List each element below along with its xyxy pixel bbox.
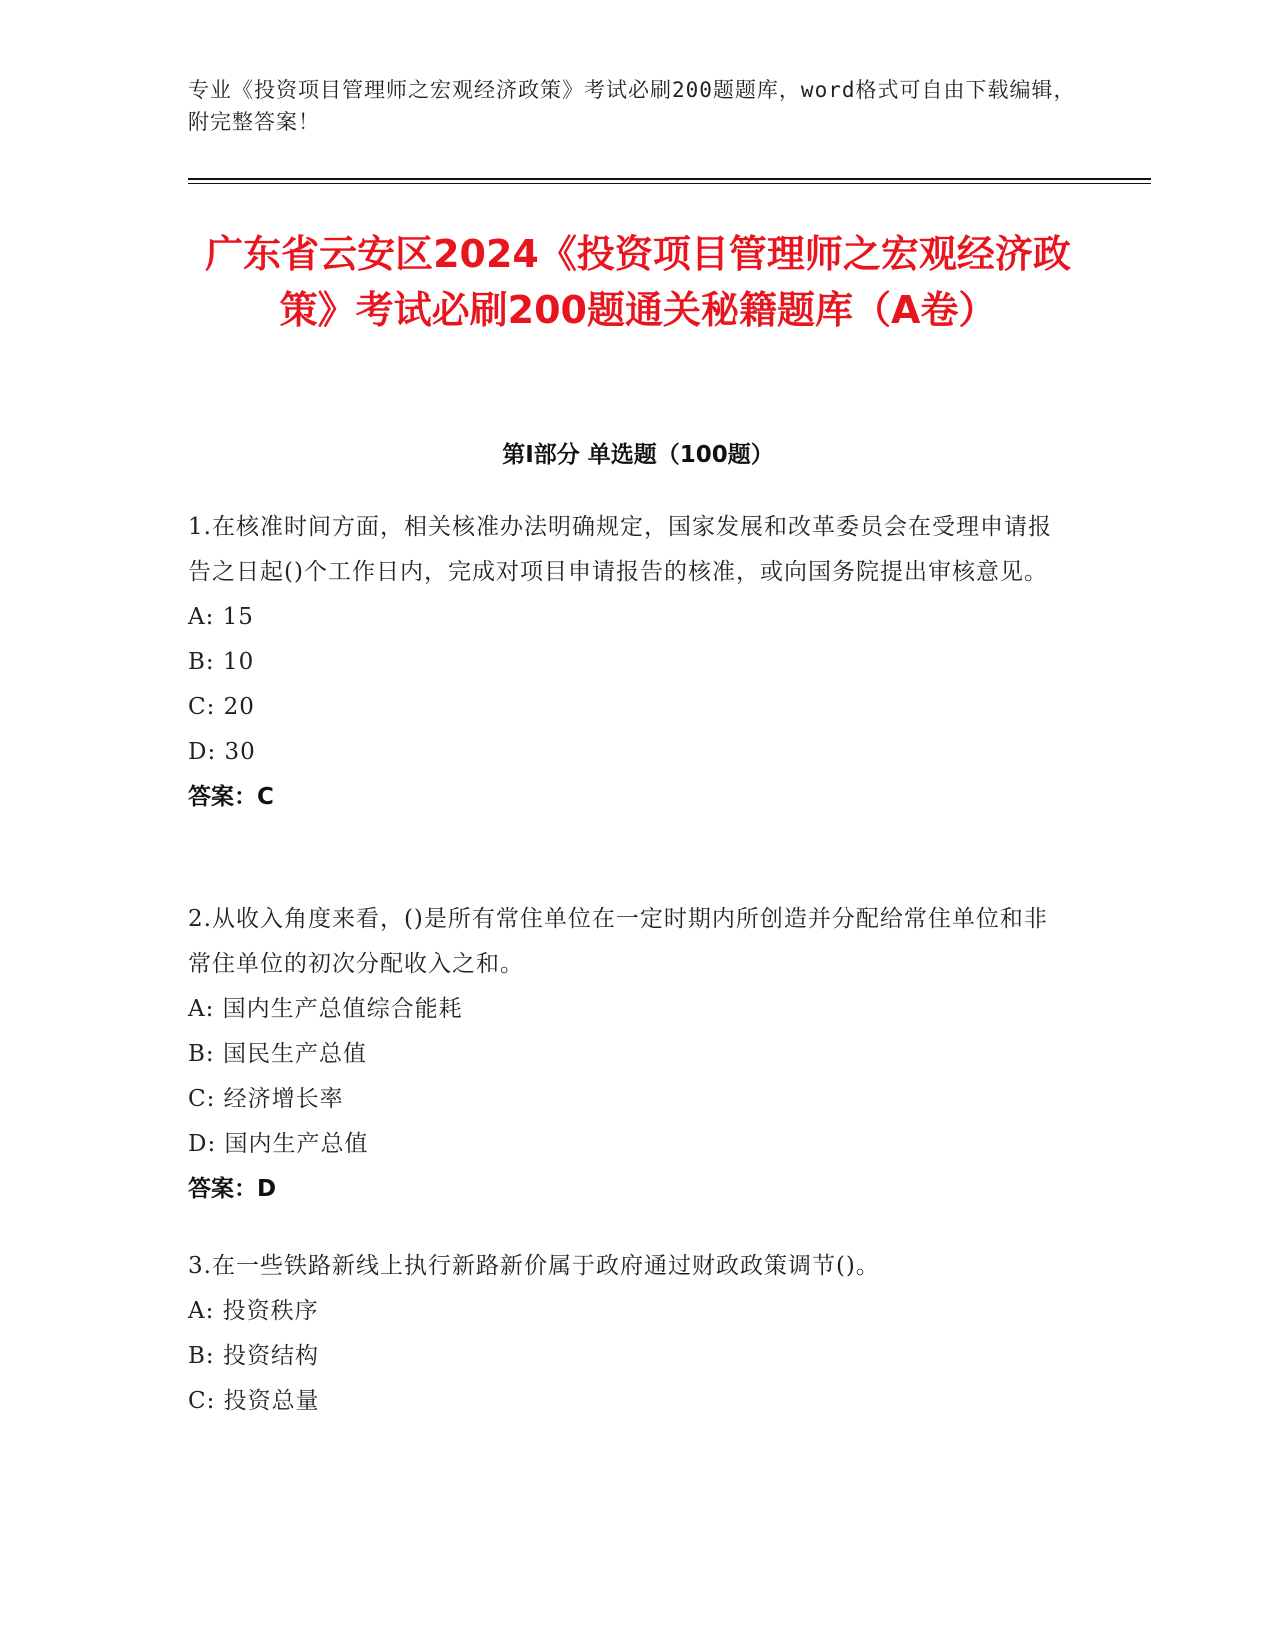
option-b: B: 国民生产总值 [188,1041,367,1067]
option-c: C: 经济增长率 [188,1086,344,1112]
document-title: 广东省云安区2024《投资项目管理师之宏观经济政策》考试必刷200题通关秘籍题库（A卷） [205,232,1071,332]
option-c: C: 投资总量 [188,1388,320,1414]
section-title: 第Ⅰ部分 单选题（100题） [502,442,774,468]
option-b: B: 投资结构 [188,1343,319,1369]
option-a: A: 国内生产总值综合能耗 [188,996,463,1022]
answer: 答案：C [188,784,274,810]
option-b: B: 10 [188,649,255,675]
question-stem: 3.在一些铁路新线上执行新路新价属于政府通过财政政策调节()。 [188,1253,880,1279]
option-a: A: 15 [188,604,254,630]
option-d: D: 30 [188,739,256,765]
option-d: D: 国内生产总值 [188,1131,369,1157]
question-1 [188,505,1068,820]
question-3 [188,1244,1068,1424]
header-divider-thick [188,178,1151,180]
answer: 答案：D [188,1176,277,1202]
question-stem: 1.在核准时间方面，相关核准办法明确规定，国家发展和改革委员会在受理申请报告之日起()个工作日内，完成对项目申请报告的核准，或向国务院提出审核意见。 [188,514,1052,585]
header-divider-thin [188,183,1151,184]
option-c: C: 20 [188,694,255,720]
header-note: 专业《投资项目管理师之宏观经济政策》考试必刷200题题库，word格式可自由下载编辑，附完整答案！ [188,78,1076,134]
question-stem: 2.从收入角度来看，()是所有常住单位在一定时期内所创造并分配给常住单位和非常住单位的初次分配收入之和。 [188,906,1048,977]
option-a: A: 投资秩序 [188,1298,319,1324]
question-2 [188,897,1068,1212]
